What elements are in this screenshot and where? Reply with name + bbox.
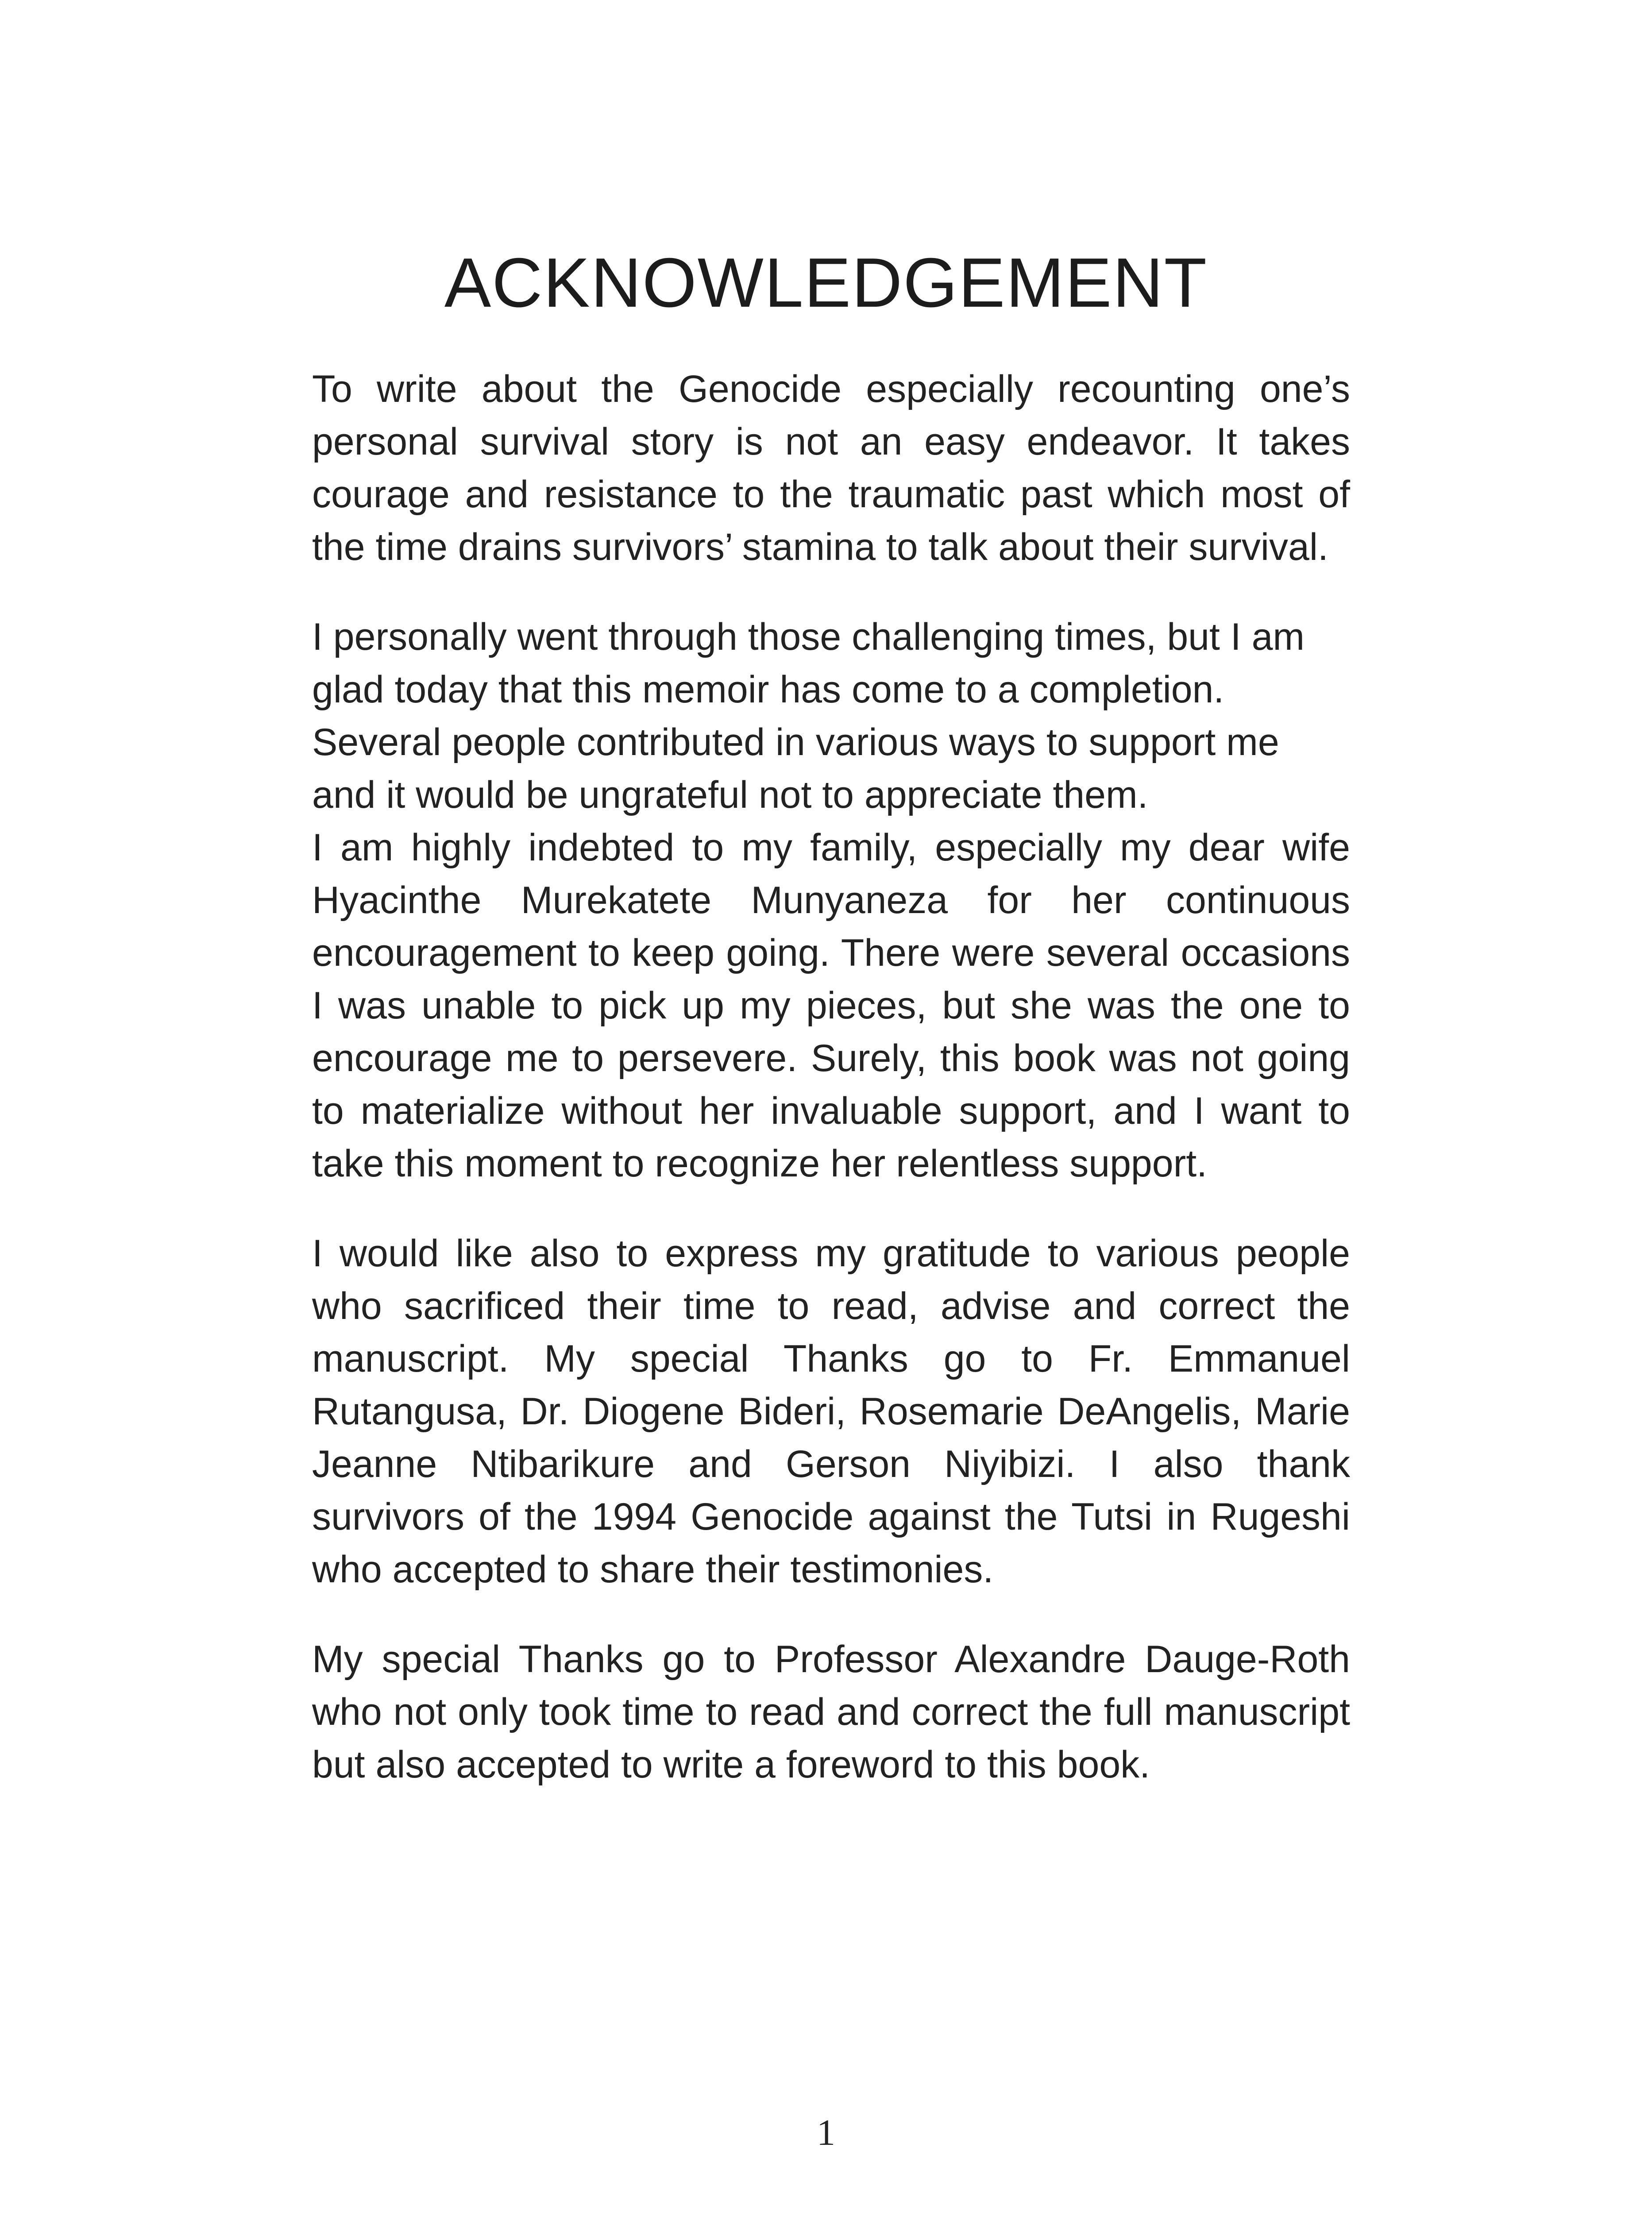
- paragraph-1: To write about the Genocide especially recounting one’s personal survival story is not an easy endeavor. It takes courage and resistance to the traumatic past which most of the time drains survivors’ stamina to talk about their survival.: [312, 368, 1350, 568]
- page-title: ACKNOWLEDGEMENT: [444, 244, 1208, 322]
- paragraph-5: My special Thanks go to Professor Alexandre Dauge-Roth who not only took time to read and correct the full manuscript but also accepted to write a foreword to this book.: [312, 1638, 1350, 1786]
- paragraph-4: I would like also to express my gratitude to various people who sacrificed their time to read, advise and correct the manuscript. My special Thanks go to Fr. Emmanuel Rutangusa, Dr. Diogene Bideri, Rosemarie DeAngelis, Marie Jeanne Ntibarikure and Gerson Niyibizi. I also thank survivors of the 1994 Genocide against the Tutsi in Rugeshi who accepted to share their testimonies.: [312, 1232, 1350, 1591]
- paragraph-3: I am highly indebted to my family, especially my dear wife Hyacinthe Murekatete Munyaneza for her continuous encouragement to keep going. There were several occasions I was unable to pick up my pieces, but she was the one to encourage me to persevere. Surely, this book was not going to materialize without her invaluable support, and I want to take this moment to recognize her relentless support.: [312, 826, 1350, 1185]
- paragraph-2: I personally went through those challenging times, but I am glad today that this memoir has come to a completion. Several people contributed in various ways to support me and it would be ungrateful not to appreciate them.: [312, 616, 1305, 816]
- page-number: 1: [817, 2112, 835, 2153]
- body-text: [312, 363, 1350, 1828]
